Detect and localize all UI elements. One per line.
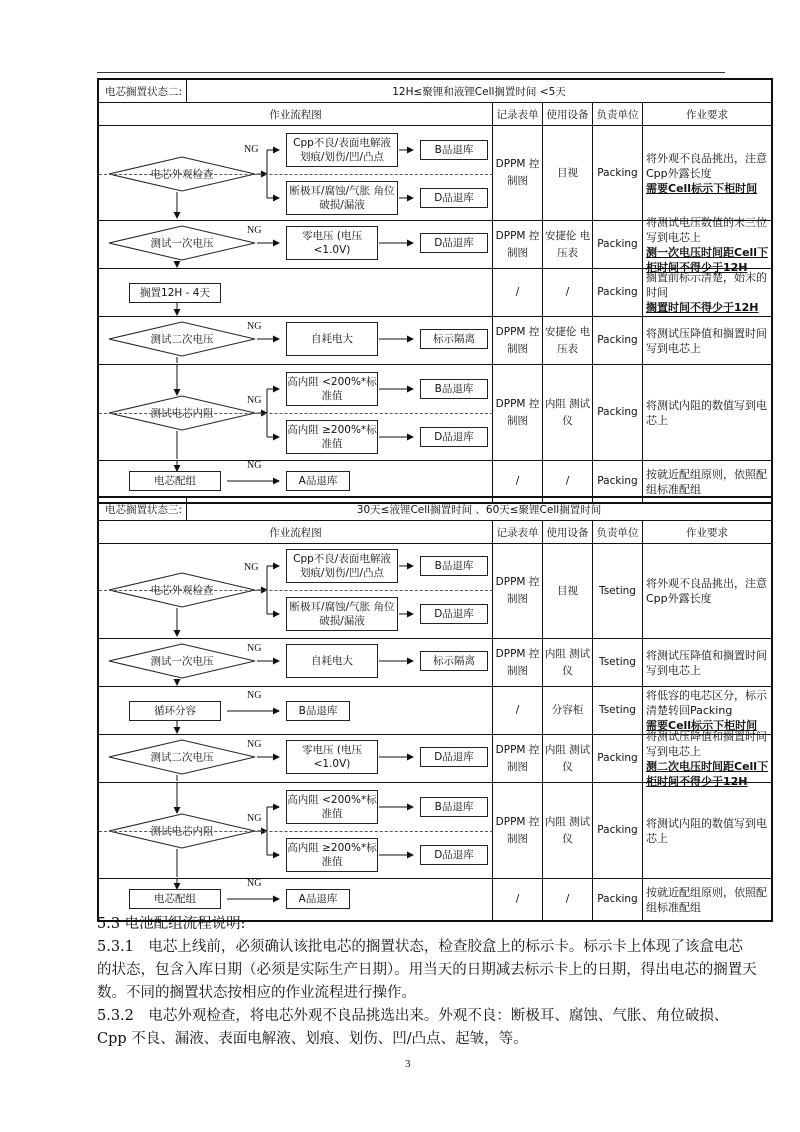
requirement-cell: 将测试压降值和搁置时间写到电芯上 — [646, 648, 767, 677]
step-label: 测试电芯内阻 — [150, 407, 214, 420]
defect-box: 自耗电大 — [286, 322, 378, 356]
step-label: 测试二次电压 — [150, 751, 214, 764]
section-heading: 5.3 电池配组流程说明: — [97, 916, 246, 932]
table-row — [99, 544, 771, 639]
col-requirement: 作业要求 — [686, 526, 728, 539]
defect-box: 高内阻 <200%*标准值 — [286, 372, 378, 406]
step-label: 测试二次电压 — [150, 333, 214, 346]
result-box: D品退库 — [420, 188, 488, 208]
paragraph-5-3-2: 5.3.2 电芯外观检查，将电芯外观不良品挑选出来。外观不良：断极耳、腐蚀、气胀、角位破损、Cpp 不良、漏液、表面电解液、划痕、划伤、凹/凸点、起皱，等。 — [97, 1008, 729, 1047]
ng-label: NG — [247, 321, 262, 332]
result-box: A品退库 — [286, 889, 350, 909]
step-label: 测试一次电压 — [150, 655, 214, 668]
requirement-text: 搁置前标示清楚，始末的时间 — [646, 271, 767, 299]
storage-state-3-table — [97, 496, 773, 922]
process-box: 循环分容 — [129, 701, 221, 721]
result-box: A品退库 — [286, 471, 350, 491]
column-header-row — [99, 521, 771, 544]
record-cell: DPPM 控制图 — [493, 317, 543, 364]
requirement-text: 将测试压降值和搁置时间写到电芯上 — [646, 729, 767, 758]
flow-cell — [99, 687, 493, 734]
defect-box: Cpp不良/表面电解液 划痕/划伤/凹/凸点 — [286, 549, 398, 583]
flow-cell — [99, 126, 493, 220]
unit-cell: Packing — [593, 317, 643, 364]
step-label: 测试电芯内阻 — [150, 825, 214, 838]
ng-label: NG — [244, 562, 259, 573]
result-box: D品退库 — [420, 427, 488, 447]
record-cell: / — [493, 269, 543, 316]
table-row — [99, 729, 771, 788]
record-cell: / — [493, 879, 543, 920]
defect-box: 零电压 (电压<1.0V) — [286, 226, 378, 260]
ng-label: NG — [247, 225, 262, 236]
record-cell: / — [493, 687, 543, 734]
result-box: 标示隔离 — [420, 329, 488, 349]
defect-box: 零电压 (电压<1.0V) — [286, 740, 378, 774]
result-box: B品退库 — [420, 556, 488, 576]
requirement-cell — [643, 729, 771, 788]
state-condition: 12H≤聚锂和液锂Cell搁置时间 <5天 — [392, 85, 566, 98]
equipment-cell: 内阻 测试仪 — [543, 365, 593, 460]
requirement-cell: 按就近配组原则，依照配组标准配组 — [646, 885, 767, 914]
equipment-cell: / — [543, 269, 593, 316]
flow-cell — [99, 639, 493, 686]
page-number: 3 — [405, 1058, 411, 1070]
unit-cell: Tseting — [593, 687, 643, 734]
record-cell: / — [493, 461, 543, 502]
requirement-emphasis: 搁置时间不得少于12H — [646, 301, 759, 314]
divider — [99, 590, 493, 591]
flow-arrows — [99, 269, 493, 316]
requirement-text: 将测试电压数值的末三位写到电芯上 — [646, 215, 767, 244]
requirement-cell — [643, 269, 771, 316]
ng-label: NG — [244, 144, 259, 155]
unit-cell: Packing — [593, 783, 643, 878]
defect-box: 高内阻 <200%*标准值 — [286, 790, 378, 824]
defect-box: 高内阻 ≥200%*标准值 — [286, 420, 378, 454]
ng-label: NG — [247, 813, 262, 824]
process-box: 搁置12H - 4天 — [129, 283, 221, 303]
table-title-row — [99, 80, 771, 103]
result-box: D品退库 — [420, 845, 488, 865]
requirement-cell — [643, 687, 771, 734]
ng-label: NG — [247, 643, 262, 654]
requirement-text: 将外观不良品挑出，注意Cpp外露长度 — [646, 151, 767, 180]
equipment-cell: 分容柜 — [543, 687, 593, 734]
unit-cell: Packing — [593, 365, 643, 460]
equipment-cell: / — [543, 879, 593, 920]
result-box: B品退库 — [420, 379, 488, 399]
paragraph-5-3-1: 5.3.1 电芯上线前，必须确认该批电芯的搁置状态，检查胶盒上的标示卡。标示卡上体现了该盒电芯的状态，包含入库日期（必须是实际生产日期）。用当天的日期减去标示卡上的日期，得出电芯的搁置天数。不同的搁置状态按相应的作业流程进行操作。 — [97, 939, 757, 1001]
record-cell: DPPM 控制图 — [493, 639, 543, 686]
ng-label: NG — [247, 395, 262, 406]
divider — [99, 413, 493, 414]
result-box: D品退库 — [420, 233, 488, 253]
col-unit: 负责单位 — [593, 521, 643, 543]
table-row — [99, 269, 771, 317]
col-flow: 作业流程图 — [99, 103, 493, 125]
unit-cell: Packing — [593, 221, 643, 268]
requirement-cell: 将测试压降值和搁置时间写到电芯上 — [646, 326, 767, 355]
state-condition: 30天≤液锂Cell搁置时间 、60天≤聚锂Cell搁置时间 — [356, 503, 602, 516]
result-box: D品退库 — [420, 604, 488, 624]
step-label: 电芯外观检查 — [150, 168, 214, 181]
flow-cell — [99, 221, 493, 268]
requirement-emphasis: 测一次电压时间距Cell下柜时间不得少于12H — [646, 245, 769, 274]
ng-label: NG — [247, 690, 262, 701]
col-unit: 负责单位 — [593, 103, 643, 125]
ng-label: NG — [247, 739, 262, 750]
unit-cell: Tseting — [593, 544, 643, 638]
column-header-row — [99, 103, 771, 126]
equipment-cell: 内阻 测试仪 — [543, 639, 593, 686]
divider — [99, 831, 493, 832]
requirement-cell — [643, 215, 771, 274]
unit-cell: Packing — [593, 269, 643, 316]
header-rule — [97, 72, 725, 73]
storage-state-2-table — [97, 78, 773, 504]
result-box: B品退库 — [286, 701, 350, 721]
record-cell: DPPM 控制图 — [493, 221, 543, 268]
requirement-cell — [643, 126, 771, 220]
col-equipment: 使用设备 — [543, 521, 593, 543]
requirement-cell: 将测试内阻的数值写到电芯上 — [646, 398, 767, 427]
defect-box: 高内阻 ≥200%*标准值 — [286, 838, 378, 872]
result-box: B品退库 — [420, 140, 488, 160]
ng-label: NG — [247, 460, 262, 471]
table-row — [99, 783, 771, 879]
flow-cell — [99, 735, 493, 782]
record-cell: DPPM 控制图 — [493, 783, 543, 878]
divider — [99, 174, 493, 175]
equipment-cell: 目视 — [543, 544, 593, 638]
requirement-emphasis: 测二次电压时间距Cell下柜时间不得少于12H — [646, 759, 769, 788]
requirement-emphasis: 需要Cell标示下柜时间 — [646, 719, 758, 732]
col-record: 记录表单 — [493, 521, 543, 543]
requirement-cell: 将测试内阻的数值写到电芯上 — [646, 816, 767, 845]
unit-cell: Packing — [593, 735, 643, 782]
col-requirement: 作业要求 — [686, 108, 728, 121]
state-label: 电芯搁置状态三: — [99, 498, 187, 520]
unit-cell: Tseting — [593, 639, 643, 686]
unit-cell: Packing — [593, 126, 643, 220]
table-row — [99, 215, 771, 274]
col-flow: 作业流程图 — [99, 521, 493, 543]
flow-cell — [99, 365, 493, 460]
flow-cell — [99, 783, 493, 878]
equipment-cell: 内阻 测试仪 — [543, 735, 593, 782]
record-cell: DPPM 控制图 — [493, 365, 543, 460]
unit-cell: Packing — [593, 879, 643, 920]
ng-label: NG — [247, 878, 262, 889]
record-cell: DPPM 控制图 — [493, 735, 543, 782]
table-title-row — [99, 498, 771, 521]
table-row — [99, 639, 771, 687]
equipment-cell: / — [543, 461, 593, 502]
defect-box: 断极耳/腐蚀/气胀 角位破损/漏液 — [286, 181, 398, 215]
equipment-cell: 安捷伦 电压表 — [543, 221, 593, 268]
table-row — [99, 365, 771, 461]
step-label: 测试一次电压 — [150, 237, 214, 250]
equipment-cell: 内阻 测试仪 — [543, 783, 593, 878]
defect-box: 断极耳/腐蚀/气胀 角位破损/漏液 — [286, 597, 398, 631]
requirement-cell: 将外观不良品挑出，注意Cpp外露长度 — [646, 577, 767, 605]
unit-cell: Packing — [593, 461, 643, 502]
col-record: 记录表单 — [493, 103, 543, 125]
result-box: B品退库 — [420, 797, 488, 817]
table-row — [99, 317, 771, 365]
requirement-cell: 按就近配组原则，依照配组标准配组 — [646, 467, 767, 496]
flow-cell — [99, 544, 493, 638]
equipment-cell: 安捷伦 电压表 — [543, 317, 593, 364]
requirement-text: 将低容的电芯区分，标示清楚转回Packing — [646, 689, 767, 717]
table-row — [99, 126, 771, 221]
equipment-cell: 目视 — [543, 126, 593, 220]
record-cell: DPPM 控制图 — [493, 126, 543, 220]
requirement-emphasis: 需要Cell标示下柜时间 — [646, 181, 758, 195]
step-label: 电芯外观检查 — [150, 584, 214, 597]
defect-box: 自耗电大 — [286, 644, 378, 678]
state-label: 电芯搁置状态二: — [99, 80, 187, 102]
defect-box: Cpp不良/表面电解液 划痕/划伤/凹/凸点 — [286, 133, 398, 167]
process-box: 电芯配组 — [129, 889, 221, 909]
process-box: 电芯配组 — [129, 471, 221, 491]
col-equipment: 使用设备 — [543, 103, 593, 125]
result-box: D品退库 — [420, 747, 488, 767]
flow-cell — [99, 269, 493, 316]
flow-cell — [99, 317, 493, 364]
result-box: 标示隔离 — [420, 651, 488, 671]
record-cell: DPPM 控制图 — [493, 544, 543, 638]
